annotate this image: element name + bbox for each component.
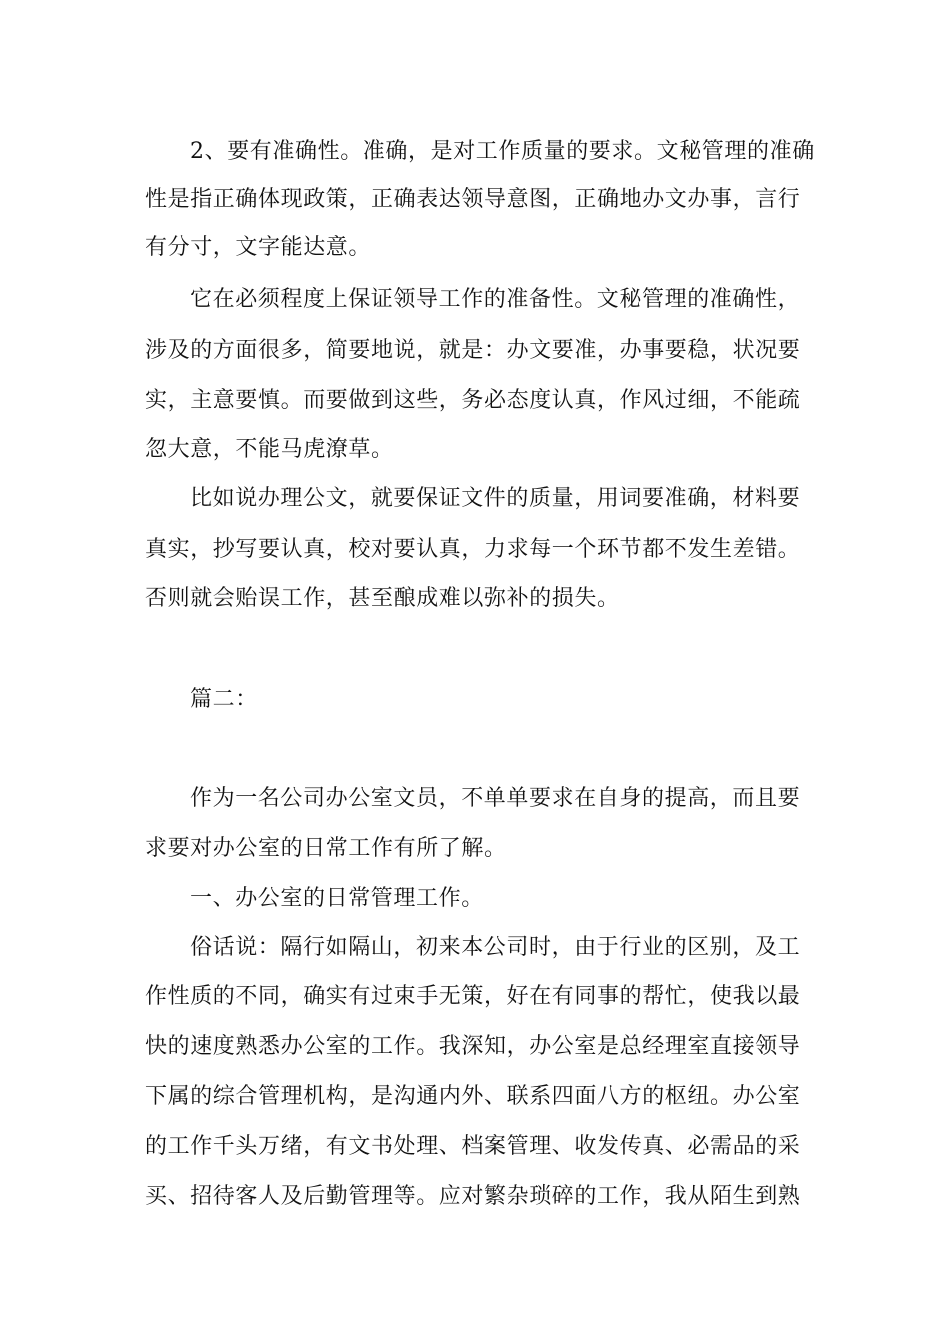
paragraph-line: 的工作千头万绪，有文书处理、档案管理、收发传真、必需品的采	[145, 1134, 801, 1159]
paragraph-line: 下属的综合管理机构，是沟通内外、联系四面八方的枢纽。办公室	[145, 1084, 801, 1109]
paragraph-line: 忽大意，不能马虎潦草。	[145, 437, 394, 462]
paragraph-line: 求要对办公室的日常工作有所了解。	[145, 836, 507, 861]
paragraph-line: 涉及的方面很多，简要地说，就是：办文要准，办事要稳，状况要	[145, 338, 801, 363]
paragraph-line: 比如说办理公文，就要保证文件的质量，用词要准确，材料要	[190, 486, 801, 511]
paragraph-line: 作为一名公司办公室文员，不单单要求在自身的提高，而且要	[190, 786, 801, 811]
section-heading: 篇二：	[190, 687, 258, 712]
paragraph-line: 实，主意要慎。而要做到这些，务必态度认真，作风过细，不能疏	[145, 388, 801, 413]
paragraph-line: 性是指正确体现政策，正确表达领导意图，正确地办文办事，言行	[145, 187, 801, 212]
paragraph-line: 买、招待客人及后勤管理等。应对繁杂琐碎的工作，我从陌生到熟	[145, 1184, 801, 1209]
paragraph-line: 俗话说：隔行如隔山，初来本公司时，由于行业的区别，及工	[190, 935, 801, 960]
paragraph-line: 2、要有准确性。准确，是对工作质量的要求。文秘管理的准确	[190, 139, 815, 164]
paragraph-line: 有分寸，文字能达意。	[145, 235, 372, 260]
paragraph-line: 否则就会贻误工作，甚至酿成难以弥补的损失。	[145, 586, 620, 611]
paragraph-line: 作性质的不同，确实有过束手无策，好在有同事的帮忙，使我以最	[145, 984, 801, 1009]
paragraph-line: 快的速度熟悉办公室的工作。我深知，办公室是总经理室直接领导	[145, 1034, 801, 1059]
paragraph-line: 它在必须程度上保证领导工作的准备性。文秘管理的准确性，	[190, 287, 801, 312]
paragraph-line: 真实，抄写要认真，校对要认真，力求每一个环节都不发生差错。	[145, 537, 801, 562]
subsection-heading: 一、办公室的日常管理工作。	[190, 886, 484, 911]
